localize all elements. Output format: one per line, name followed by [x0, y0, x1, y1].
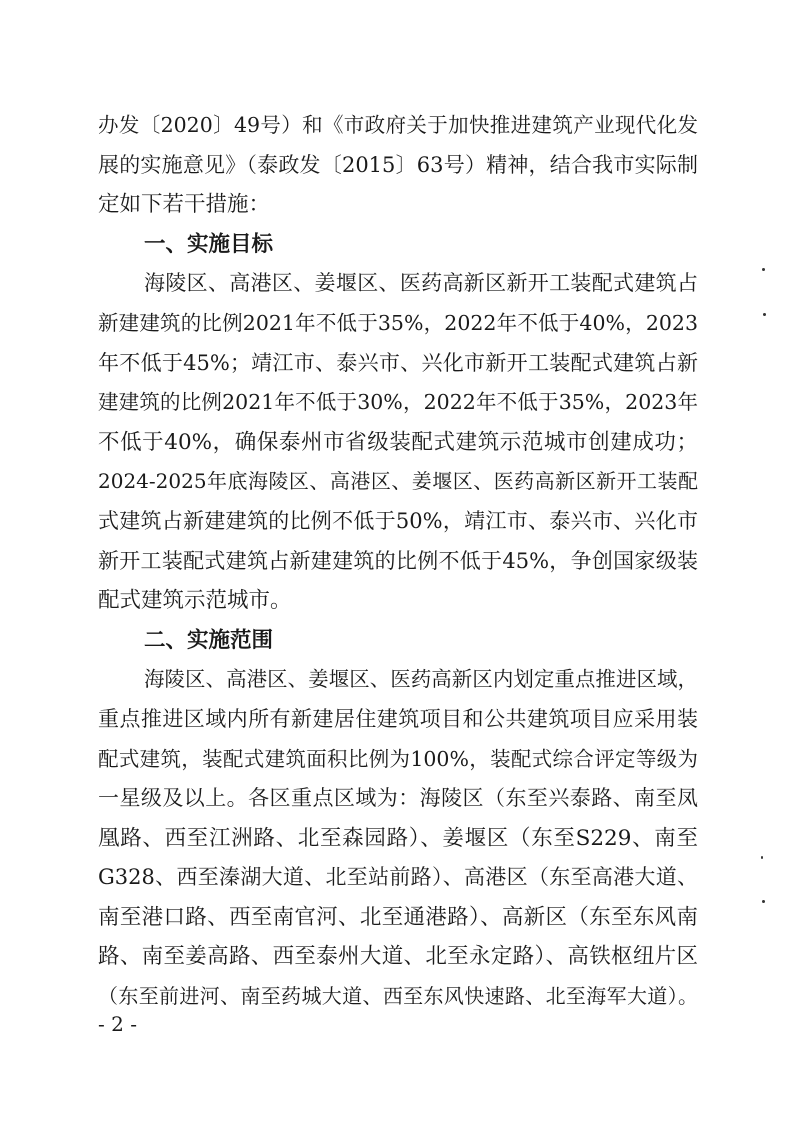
section1-line-5: 不低于40%，确保泰州市省级装配式建筑示范城市创建成功；: [98, 429, 698, 455]
scan-speck: [761, 856, 763, 859]
section2-line-7: 南至港口路、西至南官河、北至通港路）、高新区（东至东风南: [98, 904, 698, 930]
section1-line-6: 2024-2025年底海陵区、高港区、姜堰区、医药高新区新开工装配: [98, 469, 698, 494]
intro-line-1: 办发〔2020〕49号）和《市政府关于加快推进建筑产业现代化发: [98, 113, 698, 137]
section2-line-3: 配式建筑，装配式建筑面积比例为100%，装配式综合评定等级为: [98, 746, 698, 771]
section2-line-8: 路、南至姜高路、西至泰州大道、北至永定路）、高铁枢纽片区: [98, 944, 698, 970]
section2-line-9: （东至前进河、南至药城大道、西至东风快速路、北至海军大道）。: [98, 984, 698, 1009]
section1-line-9: 配式建筑示范城市。: [98, 588, 292, 614]
section2-line-5: 凰路、西至江洲路、北至森园路）、姜堰区（东至S229、南至: [98, 825, 698, 851]
section1-line-8: 新开工装配式建筑占新建建筑的比例不低于45%，争创国家级装: [98, 548, 698, 573]
section2-line-6: G328、西至溱湖大道、北至站前路）、高港区（东至高港大道、: [98, 865, 698, 890]
section1-line-7: 式建筑占新建建筑的比例不低于50%，靖江市、泰兴市、兴化市: [98, 508, 698, 533]
scan-speck: [763, 313, 766, 316]
section1-line-1: 海陵区、高港区、姜堰区、医药高新区新开工装配式建筑占: [144, 271, 698, 296]
section-heading-goals: 一、实施目标: [144, 231, 274, 257]
section2-line-4: 一星级及以上。各区重点区域为：海陵区（东至兴泰路、南至凤: [98, 786, 698, 811]
section1-line-4: 建建筑的比例2021年不低于30%，2022年不低于35%，2023年: [98, 390, 698, 415]
section-heading-scope: 二、实施范围: [144, 627, 274, 653]
scan-speck: [762, 268, 765, 271]
scan-speck: [762, 900, 765, 903]
section1-line-3: 年不低于45%；靖江市、泰兴市、兴化市新开工装配式建筑占新: [98, 350, 698, 375]
document-body: [98, 106, 698, 1017]
section1-line-2: 新建建筑的比例2021年不低于35%，2022年不低于40%，2023: [98, 310, 698, 335]
intro-line-2: 展的实施意见》（泰政发〔2015〕63号）精神，结合我市实际制: [98, 152, 698, 177]
section2-line-1: 海陵区、高港区、姜堰区、医药高新区内划定重点推进区域，: [144, 667, 698, 692]
page-number: - 2 -: [98, 1012, 137, 1036]
section2-line-2: 重点推进区域内所有新建居住建筑项目和公共建筑项目应采用装: [98, 706, 698, 731]
intro-line-3: 定如下若干措施：: [98, 192, 271, 218]
